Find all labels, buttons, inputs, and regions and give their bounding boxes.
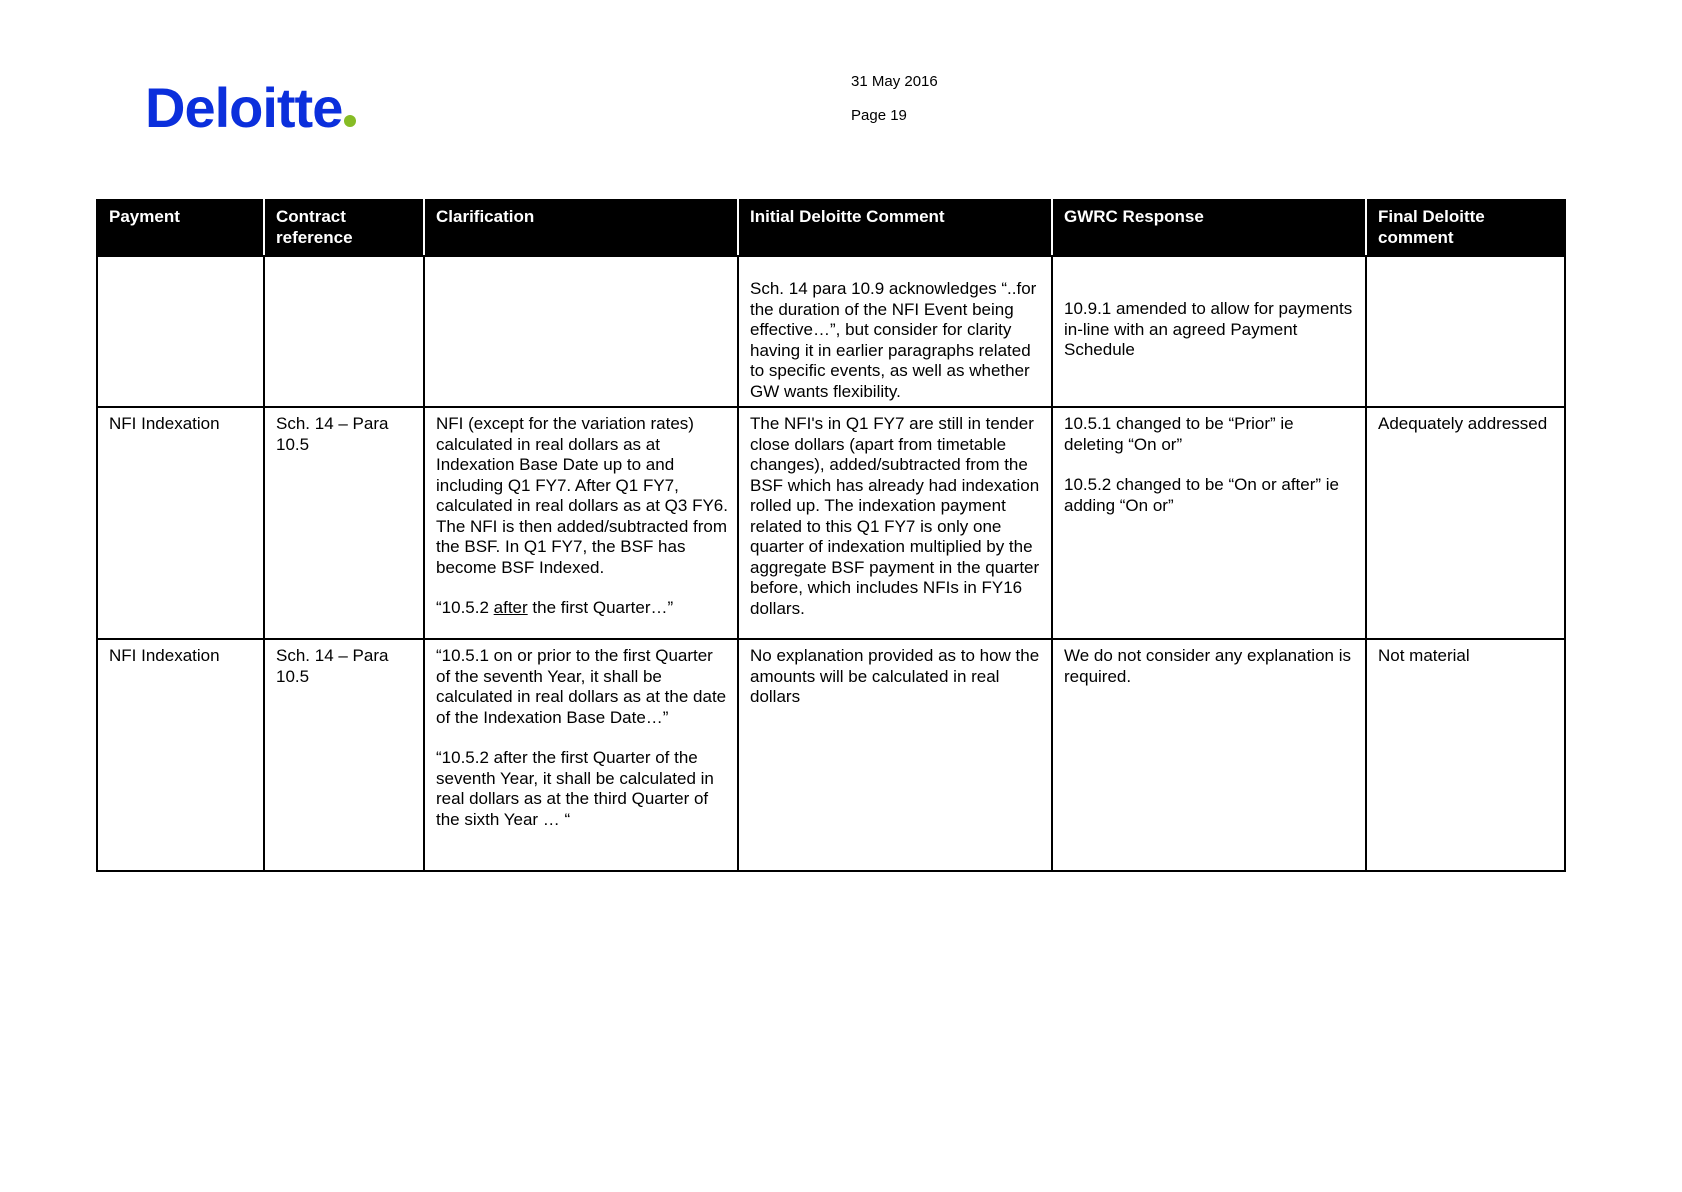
cell-final-comment: [1366, 256, 1565, 407]
gwrc-response-paragraph: 10.5.2 changed to be “On or after” ie adding “On or”: [1064, 475, 1340, 515]
table-header-row: [97, 200, 1565, 256]
cell-initial-comment: No explanation provided as to how the amounts will be calculated in real dollars: [738, 639, 1052, 871]
column-header-final-comment: Final Deloitte comment: [1366, 200, 1565, 256]
gwrc-response-paragraph: 10.5.1 changed to be “Prior” ie deleting “On or”: [1064, 414, 1294, 454]
clarification-quote: “10.5.2 after the first Quarter of the seventh Year, it shall be calculated in real dollars as at the third Quarter of the sixth Year … “: [436, 748, 714, 829]
logo-text: Deloitte: [145, 76, 343, 139]
cell-clarification: [424, 256, 738, 407]
page-number: Page 19: [851, 107, 907, 124]
column-header-payment: Payment: [97, 200, 264, 256]
cell-payment: NFI Indexation: [97, 407, 264, 639]
cell-initial-comment: [738, 256, 1052, 407]
cell-final-comment: Not material: [1366, 639, 1565, 871]
quote-suffix: the first Quarter…”: [527, 598, 674, 617]
column-header-initial-comment: Initial Deloitte Comment: [738, 200, 1052, 256]
cell-initial-comment: The NFI's in Q1 FY7 are still in tender close dollars (apart from timetable changes), added/subtracted from the BSF which has already had indexation rolled up. The indexation payment related to this Q1 FY7 is only one quarter of indexation multiplied by the aggregate BSF payment in the quarter before, which includes NFIs in FY16 dollars.: [738, 407, 1052, 639]
comments-table: [96, 199, 1566, 872]
cell-payment: NFI Indexation: [97, 639, 264, 871]
deloitte-logo: [145, 76, 356, 139]
cell-gwrc-response: We do not consider any explanation is required.: [1052, 639, 1366, 871]
quote-prefix: “10.5.2: [436, 598, 494, 617]
underlined-word: after: [493, 598, 528, 617]
cell-contract-reference: Sch. 14 – Para 10.5: [264, 639, 424, 871]
table-row: [97, 407, 1565, 639]
initial-comment-text: Sch. 14 para 10.9 acknowledges “..for the duration of the NFI Event being effective…”, but consider for clarity having it in earlier paragraphs related to specific events, as well as whether GW wants flexibility.: [750, 279, 1037, 401]
logo-dot: [344, 115, 356, 127]
document-date: 31 May 2016: [851, 73, 938, 90]
cell-gwrc-response: [1052, 256, 1366, 407]
column-header-clarification: Clarification: [424, 200, 738, 256]
gwrc-response-text: 10.9.1 amended to allow for payments in-line with an agreed Payment Schedule: [1064, 299, 1353, 359]
cell-final-comment: Adequately addressed: [1366, 407, 1565, 639]
cell-contract-reference: [264, 256, 424, 407]
header-meta: [851, 73, 938, 125]
cell-contract-reference: Sch. 14 – Para 10.5: [264, 407, 424, 639]
cell-gwrc-response: [1052, 407, 1366, 639]
table-row: [97, 639, 1565, 871]
clarification-quote: [436, 598, 729, 619]
column-header-gwrc-response: GWRC Response: [1052, 200, 1366, 256]
column-header-contract-reference: Contract reference: [264, 200, 424, 256]
cell-payment: [97, 256, 264, 407]
cell-clarification: [424, 639, 738, 871]
clarification-quote: “10.5.1 on or prior to the first Quarter of the seventh Year, it shall be calculated in real dollars as at the date of the Indexation Base Date…”: [436, 646, 727, 727]
clarification-paragraph: NFI (except for the variation rates) calculated in real dollars as at Indexation Base Date up to and including Q1 FY7. After Q1 FY7, calculated in real dollars as at Q3 FY6. The NFI is then added/subtracted from the BSF. In Q1 FY7, the BSF has become BSF Indexed.: [436, 414, 728, 577]
cell-clarification: [424, 407, 738, 639]
table-row: [97, 256, 1565, 407]
